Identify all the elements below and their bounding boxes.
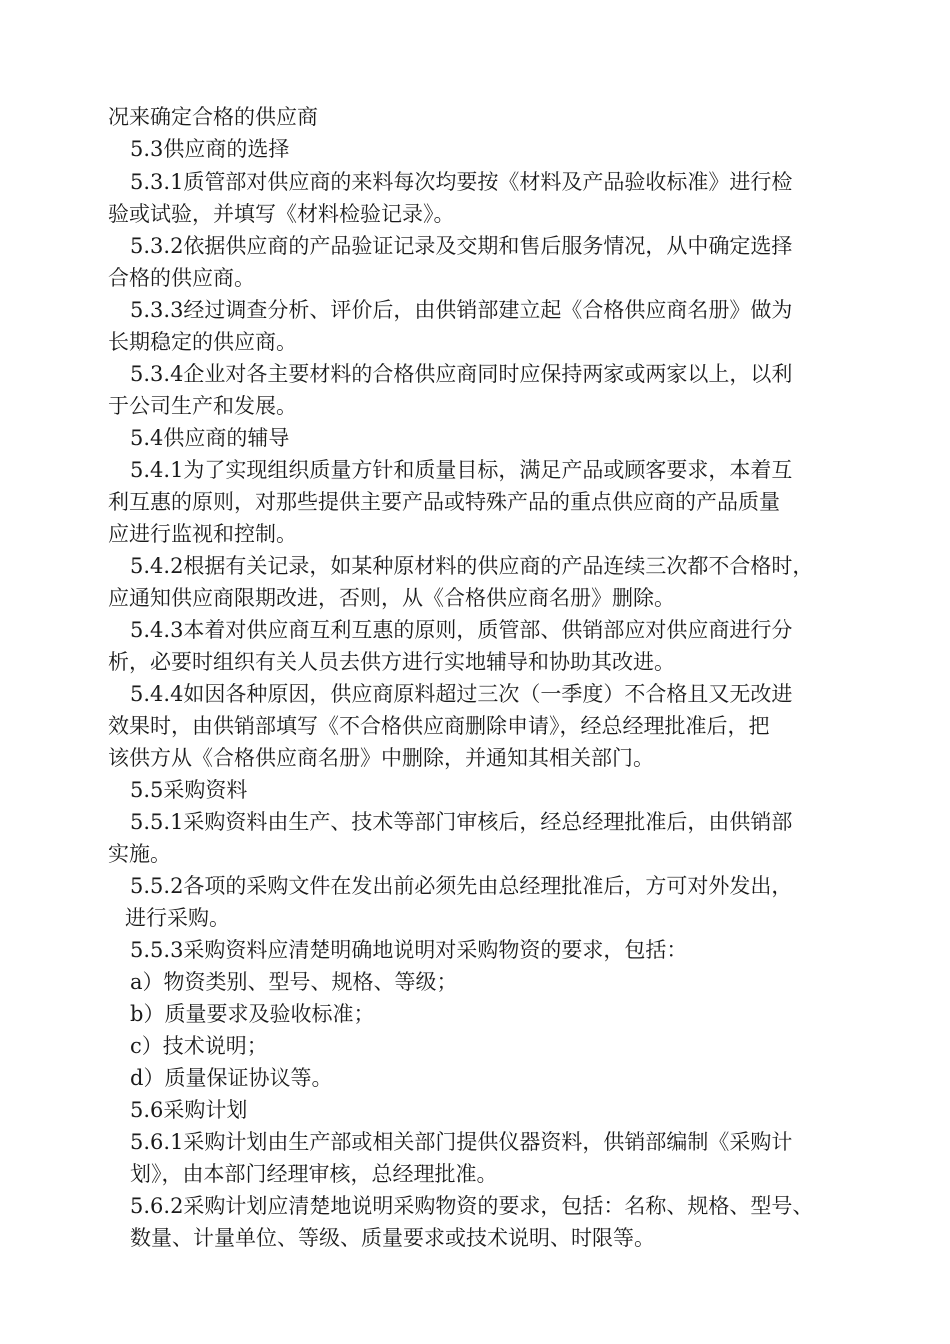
- text-line: 合格的供应商。: [108, 266, 255, 290]
- text-line: 效果时，由供销部填写《不合格供应商删除申请》，经总经理批准后，把: [108, 714, 770, 738]
- text-line: 5.3.4企业对各主要材料的合格供应商同时应保持两家或两家以上，以利: [130, 362, 793, 386]
- text-line: 5.3.1质管部对供应商的来料每次均要按《材料及产品验收标准》进行检: [130, 170, 793, 194]
- section-heading: 5.4供应商的辅导: [130, 426, 290, 450]
- text-line: 数量、计量单位、等级、质量要求或技术说明、时限等。: [130, 1226, 655, 1250]
- list-item: b）质量要求及验收标准；: [130, 1002, 375, 1026]
- text-line: 该供方从《合格供应商名册》中删除，并通知其相关部门。: [108, 746, 654, 770]
- text-line: 5.4.4如因各种原因，供应商原料超过三次（一季度）不合格且又无改进: [130, 682, 793, 706]
- text-line: 5.4.1为了实现组织质量方针和质量目标，满足产品或顾客要求，本着互: [130, 458, 793, 482]
- text-line: 利互惠的原则，对那些提供主要产品或特殊产品的重点供应商的产品质量: [108, 490, 780, 514]
- text-line: 应进行监视和控制。: [108, 522, 297, 546]
- text-line: 5.3.2依据供应商的产品验证记录及交期和售后服务情况，从中确定选择: [130, 234, 793, 258]
- text-line: 应通知供应商限期改进，否则，从《合格供应商名册》删除。: [108, 586, 675, 610]
- text-line: 5.5.2各项的采购文件在发出前必须先由总经理批准后，方可对外发出，: [130, 874, 793, 898]
- text-line: 5.5.1采购资料由生产、技术等部门审核后，经总经理批准后，由供销部: [130, 810, 793, 834]
- list-item: d）质量保证协议等。: [130, 1066, 333, 1090]
- list-item: c）技术说明；: [130, 1034, 268, 1058]
- text-line: 5.5.3采购资料应清楚明确地说明对采购物资的要求，包括：: [130, 938, 688, 962]
- text-line: 长期稳定的供应商。: [108, 330, 297, 354]
- section-heading: 5.5采购资料: [130, 778, 248, 802]
- text-line: 验或试验，并填写《材料检验记录》。: [108, 202, 455, 226]
- text-line: 5.6.1采购计划由生产部或相关部门提供仪器资料，供销部编制《采购计: [130, 1130, 793, 1154]
- text-line: 5.6.2采购计划应清楚地说明采购物资的要求，包括：名称、规格、型号、: [130, 1194, 814, 1218]
- text-line: 划》，由本部门经理审核，总经理批准。: [130, 1162, 498, 1186]
- text-line: 5.4.2根据有关记录，如某种原材料的供应商的产品连续三次都不合格时，: [130, 554, 814, 578]
- text-line: 5.4.3本着对供应商互利互惠的原则，质管部、供销部应对供应商进行分: [130, 618, 793, 642]
- list-item: a）物资类别、型号、规格、等级；: [130, 970, 458, 994]
- text-line: 5.3.3经过调查分析、评价后，由供销部建立起《合格供应商名册》做为: [130, 298, 793, 322]
- text-line: 实施。: [108, 842, 171, 866]
- section-heading: 5.3供应商的选择: [130, 137, 290, 161]
- text-line: 况来确定合格的供应商: [108, 105, 318, 129]
- text-line: 于公司生产和发展。: [108, 394, 297, 418]
- section-heading: 5.6采购计划: [130, 1098, 248, 1122]
- text-line: 进行采购。: [125, 906, 230, 930]
- text-line: 析，必要时组织有关人员去供方进行实地辅导和协助其改进。: [108, 650, 675, 674]
